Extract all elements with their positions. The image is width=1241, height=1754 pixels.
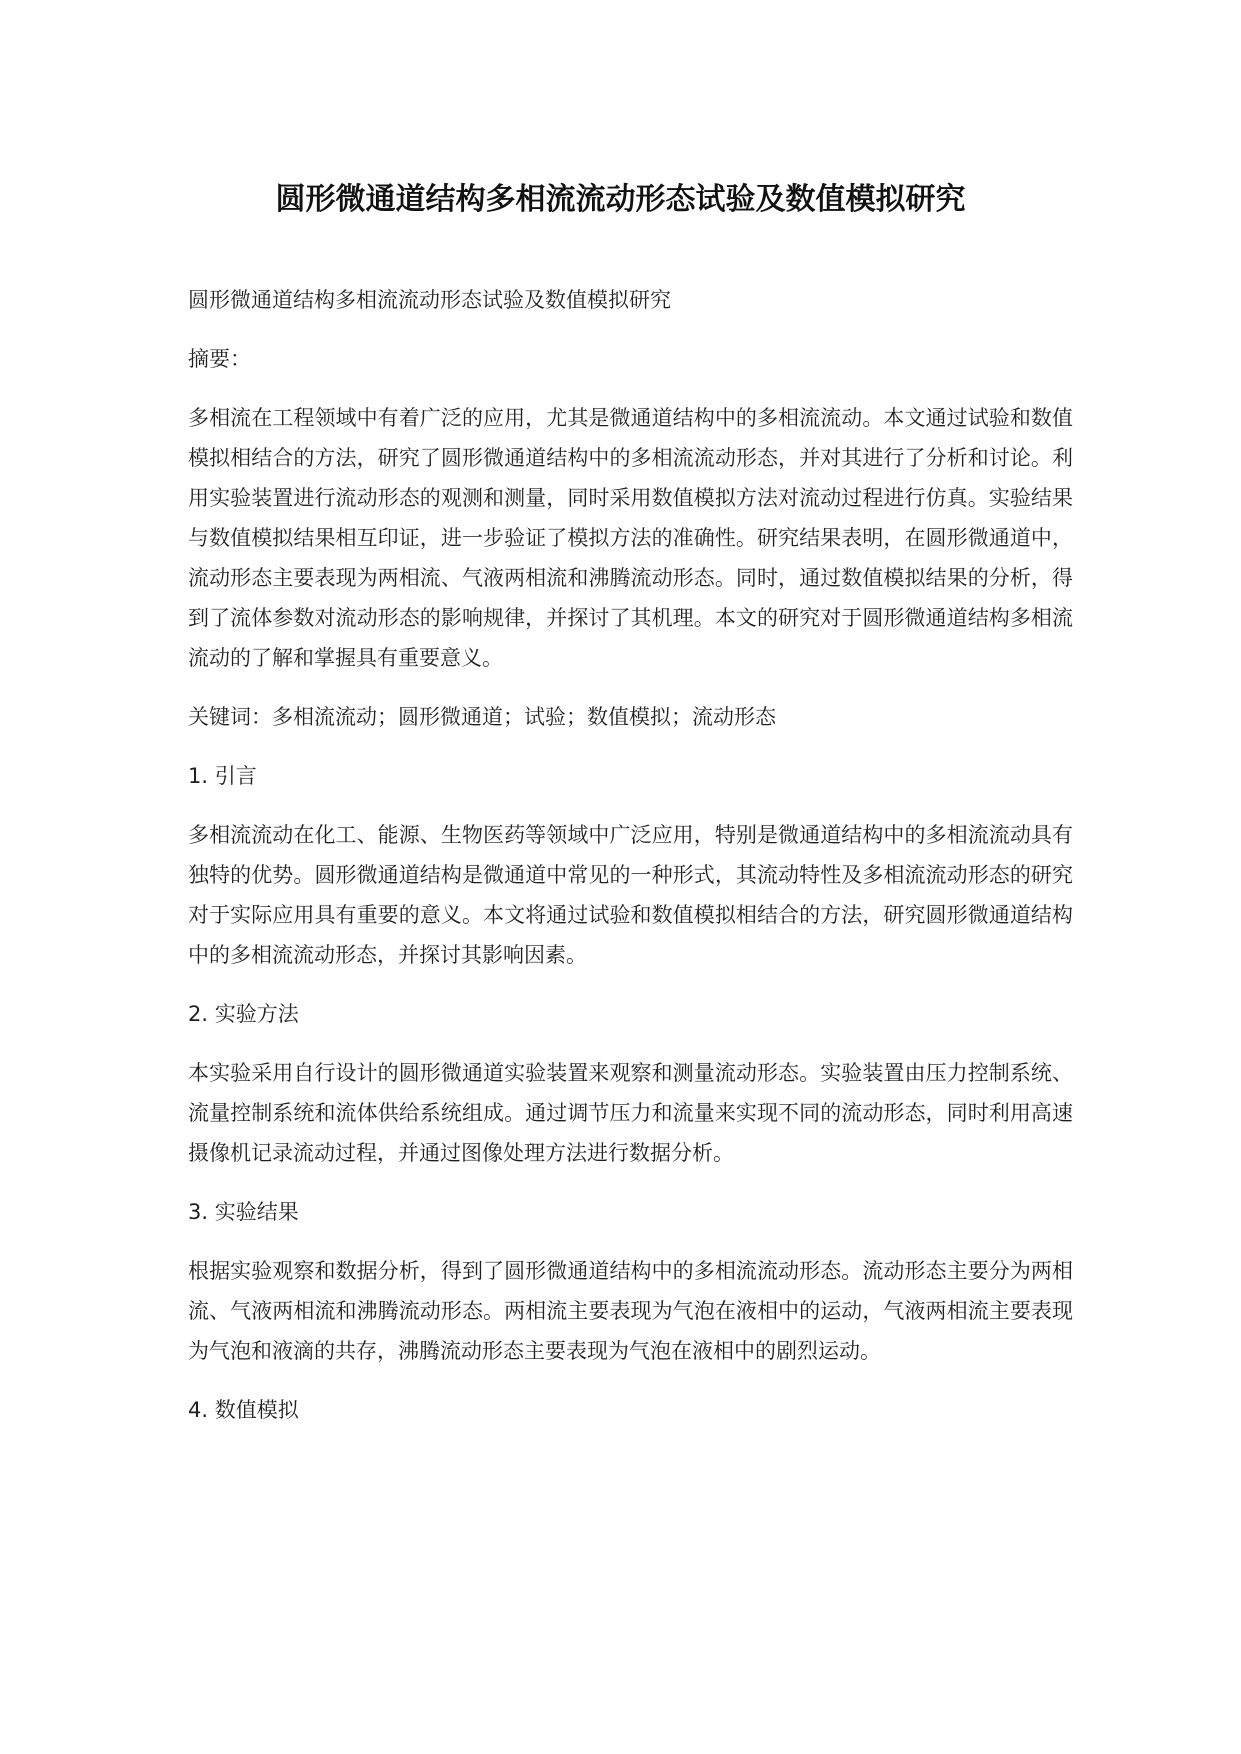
abstract-paragraph: 多相流在工程领域中有着广泛的应用，尤其是微通道结构中的多相流流动。本文通过试验和数值模拟相结合的方法，研究了圆形微通道结构中的多相流流动形态，并对其进行了分析和讨论。利用实验装置进行流动形态的观测和测量，同时采用数值模拟方法对流动过程进行仿真。实验结果与数值模拟结果相互印证，进一步验证了模拟方法的准确性。研究结果表明，在圆形微通道中，流动形态主要表现为两相流、气液两相流和沸腾流动形态。同时，通过数值模拟结果的分析，得到了流体参数对流动形态的影响规律，并探讨了其机理。本文的研究对于圆形微通道结构多相流流动的了解和掌握具有重要意义。 [188,406,1073,670]
abstract-label: 摘要： [188,347,251,371]
document-body [188,280,1073,1449]
section-heading-method: 2. 实验方法 [188,1002,299,1026]
section-heading-introduction: 1. 引言 [188,764,257,788]
section-body-method: 本实验采用自行设计的圆形微通道实验装置来观察和测量流动形态。实验装置由压力控制系统、流量控制系统和流体供给系统组成。通过调节压力和流量来实现不同的流动形态，同时利用高速摄像机记录流动过程，并通过图像处理方法进行数据分析。 [188,1061,1073,1165]
document-subtitle: 圆形微通道结构多相流流动形态试验及数值模拟研究 [188,288,671,312]
document-title: 圆形微通道结构多相流流动形态试验及数值模拟研究 [275,182,966,217]
section-body-introduction: 多相流流动在化工、能源、生物医药等领域中广泛应用，特别是微通道结构中的多相流流动具有独特的优势。圆形微通道结构是微通道中常见的一种形式，其流动特性及多相流流动形态的研究对于实际应用具有重要的意义。本文将通过试验和数值模拟相结合的方法，研究圆形微通道结构中的多相流流动形态，并探讨其影响因素。 [188,823,1073,967]
keywords-line: 关键词：多相流流动；圆形微通道；试验；数值模拟；流动形态 [188,705,776,729]
section-body-results: 根据实验观察和数据分析，得到了圆形微通道结构中的多相流流动形态。流动形态主要分为两相流、气液两相流和沸腾流动形态。两相流主要表现为气泡在液相中的运动，气液两相流主要表现为气泡和液滴的共存，沸腾流动形态主要表现为气泡在液相中的剧烈运动。 [188,1259,1073,1363]
section-heading-results: 3. 实验结果 [188,1200,299,1224]
section-heading-simulation: 4. 数值模拟 [188,1398,299,1422]
